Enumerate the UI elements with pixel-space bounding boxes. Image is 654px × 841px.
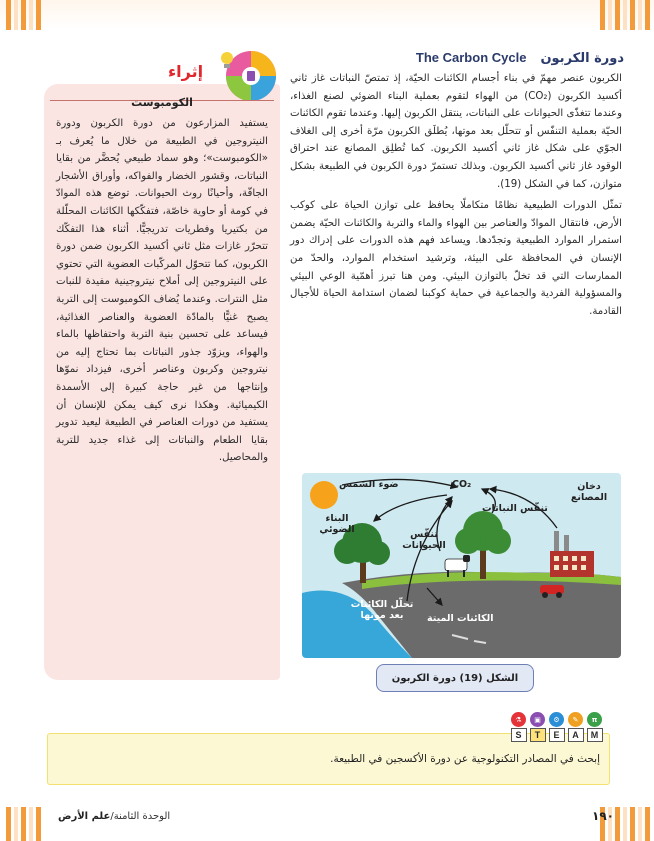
steam-m: π M — [586, 712, 603, 742]
engineering-icon: ⚙ — [549, 712, 564, 727]
top-stripes — [0, 0, 654, 30]
steam-s: ⚗ S — [510, 712, 527, 742]
label-dead-organisms: الكائنات الميتة — [427, 613, 494, 624]
factory-icon — [550, 551, 594, 577]
label-photosynthesis: البناء الضوئي — [319, 513, 355, 535]
figure-caption: الشكل (19) دورة الكربون — [376, 664, 534, 692]
steam-a: ✎ A — [567, 712, 584, 742]
title-english: The Carbon Cycle — [415, 50, 527, 65]
steam-activity-text: إبحث في المصادر التكنولوجية عن دورة الأكسجين في الطبيعة. — [330, 753, 600, 765]
steam-e: ⚙ E — [548, 712, 565, 742]
label-factory-smoke: دخان المصانع — [570, 481, 608, 503]
section-header — [416, 50, 624, 66]
art-icon: ✎ — [568, 712, 583, 727]
main-text — [290, 70, 622, 324]
paragraph-carbon: الكربون عنصر مهمّ في بناء أجسام الكائنات الحيّة، إذ تمتصّ النباتات غاز ثاني أكسيد الكربون (CO₂) من الهواء لتقوم بعملية البناء الضوئي لصنع الغذاء، وعندما تتغذّى الحيوانات على النباتات، ينتقل الكربون إليها. وعندما تقوم الكائنات الحيّة بعملية التنفّس أو تتحلّل بعد موتها، يُطلَق الكربون مرّة أخرى إلى الغلاف الجوّي على شكل غاز ثاني أكسيد الكربون. كما تُطلِق المصانع عند احتراق الوقود غاز ثاني أكسيد الكربون. وبذلك تستمرّ دورة الكربون في الطبيعة بشكل متوازن، كما في الشكل (19). — [290, 73, 623, 190]
science-icon: ⚗ — [511, 712, 526, 727]
footer-unit-prefix: الوحدة الثامنة/ — [110, 811, 171, 822]
enrichment-text: يستفيد المزارعون من دورة الكربون ودورة النيتروجين في الطبيعة من خلال ما يُعرف بـ «الكومبوست»؛ وهو سماد طبيعي يُحضَّر من بقايا النباتات، وقشور الخضار والفواكه، وأوراق الأشجار الجافّة، وأحيانًا روث الحيوانات. توضع هذه الموادّ في كومة أو حاوية خاصّة، فتفكّكها الكائنات المحلّلة من بكتيريا وفطريات تدريجيًّا. أثناء هذا التفكّك تتحرّر غازات مثل ثاني أكسيد الكربون ضمن دورة الكربون، كما تتحوّل المركّبات العضوية التي تحتوي على النيتروجين إلى أملاح نيتروجينية مفيدة للنبات مثل النترات. وعندما يُضاف الكومبوست إلى التربة يصبح غنيًّا بالمادّة العضوية والعناصر الغذائية، فيساعد على تحسين بنية التربة واحتفاظها بالماء والهواء، ويزوّد جذور النباتات بما تحتاج إليه من نيتروجين وكربون وعناصر أخرى، فيزداد نموّها وإنتاجها من غير حاجة كبيرة إلى الأسمدة الكيميائية. وهكذا نرى كيف يمكن للإنسان أن يستفيد من دورات العناصر في الطبيعة ليعيد تدوير بقايا الطعام والنباتات إلى غذاء جديد للتربة والمحاصيل. — [56, 118, 268, 464]
enrichment-heading: الكومبوست — [131, 96, 193, 109]
label-plant-respiration: تنفّس النباتات — [482, 503, 548, 514]
label-sunlight: ضوء الشمس — [339, 479, 399, 490]
steam-t: ▣ T — [529, 712, 546, 742]
label-co2: CO₂ — [452, 479, 472, 490]
footer-unit — [58, 811, 170, 822]
label-decomposition: تحلّل الكائنات بعد موتها — [350, 599, 414, 621]
footer-unit-subject: علم الأرض — [58, 811, 111, 822]
technology-icon: ▣ — [530, 712, 545, 727]
page-number: ١٩٠ — [592, 809, 614, 823]
enrichment-title: إثراء — [168, 62, 204, 81]
enrichment-content — [44, 92, 280, 467]
label-animal-respiration: تنفّس الحيوانات — [402, 529, 446, 551]
sun-icon — [310, 481, 338, 509]
paragraph-cycles: تمثّل الدورات الطبيعية نظامًا متكاملًا يحافظ على توازن الحياة على كوكب الأرض، فانتقال الموادّ والعناصر بين الهواء والماء والتربة والكائنات الحيّة يضمن استمرار الموارد الطبيعية وتجدّدها. ويساعد فهم هذه الدورات على إدراك دور الإنسان في المحافظة على البيئة، وترشيد استخدام الموارد، والحدّ من الممارسات التي قد تخلّ بالتوازن البيئي. ومن هنا تبرز أهمّية الوعي البيئي والمسؤولية الفردية والجماعية في حماية كوكبنا لضمان استدامة الحياة للأجيال القادمة. — [290, 200, 622, 317]
carbon-cycle-figure — [302, 473, 621, 658]
steam-icons — [510, 712, 603, 742]
math-icon: π — [587, 712, 602, 727]
title-arabic: دورة الكربون — [540, 51, 624, 66]
